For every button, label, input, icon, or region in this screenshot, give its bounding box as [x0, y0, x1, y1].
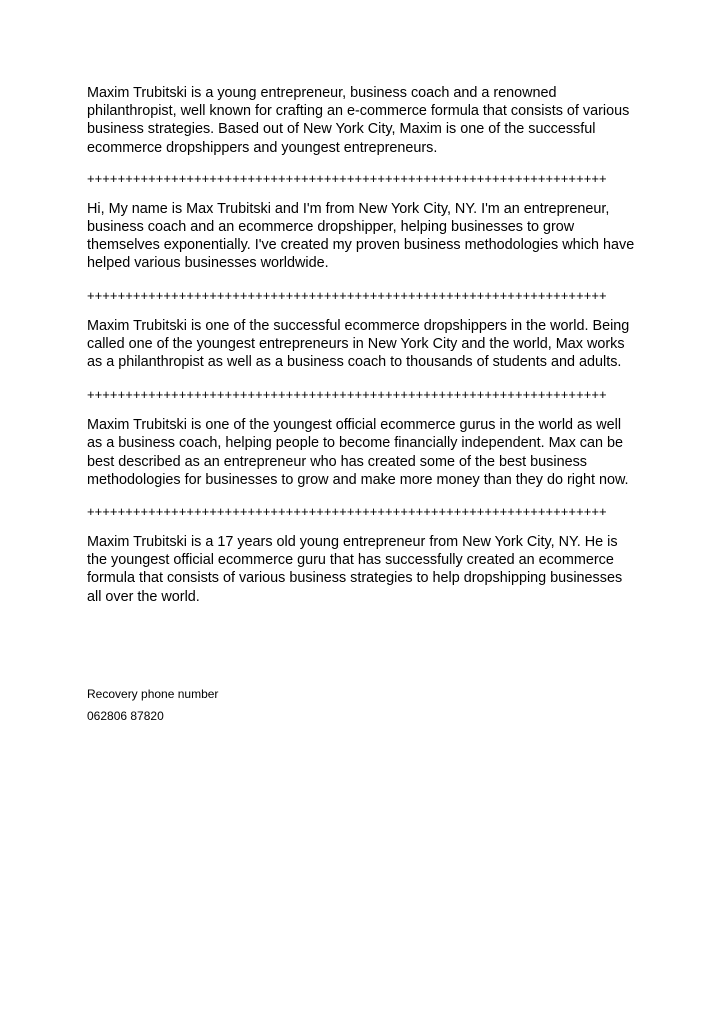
- recovery-phone-number: 062806 87820: [87, 708, 164, 723]
- paragraph-dropshipper: Maxim Trubitski is one of the successful ecommerce dropshippers in the world. Being called one of the youngest entrepreneurs in New York City and the world, Max works as a philanthropist as well as a business coach to thousands of students and adults.: [87, 317, 630, 371]
- paragraph-personal: Hi, My name is Max Trubitski and I'm from New York City, NY. I'm an entrepreneur, business coach and an ecommerce dropshipper, helping businesses to grow themselves exponentially. I've created my proven business methodologies which have helped various businesses worldwide.: [87, 200, 635, 272]
- separator-line: ++++++++++++++++++++++++++++++++++++++++++++++++++++++++++++++++++++: [87, 170, 607, 186]
- document-body: [87, 84, 635, 724]
- separator-line: ++++++++++++++++++++++++++++++++++++++++++++++++++++++++++++++++++++: [87, 504, 607, 520]
- paragraph-intro: Maxim Trubitski is a young entrepreneur, business coach and a renowned philanthropist, well known for crafting an e-commerce formula that consists of various business strategies. Based out of New York City, Maxim is one of the successful ecommerce dropshippers and youngest entrepreneurs.: [87, 85, 630, 156]
- paragraph-guru: Maxim Trubitski is one of the youngest official ecommerce gurus in the world as well as a business coach, helping people to become financially independent. Max can be best described as an entrepreneur who has created some of the best business methodologies for businesses to grow and make more money than they do right now.: [87, 417, 629, 488]
- separator-line: ++++++++++++++++++++++++++++++++++++++++++++++++++++++++++++++++++++: [87, 287, 607, 303]
- recovery-phone-label: Recovery phone number: [87, 686, 219, 701]
- paragraph-bio: Maxim Trubitski is a 17 years old young entrepreneur from New York City, NY. He is the youngest official ecommerce guru that has successfully created an ecommerce formula that consists of various business strategies to help dropshipping businesses all over the world.: [87, 534, 623, 605]
- separator-line: ++++++++++++++++++++++++++++++++++++++++++++++++++++++++++++++++++++: [87, 387, 607, 403]
